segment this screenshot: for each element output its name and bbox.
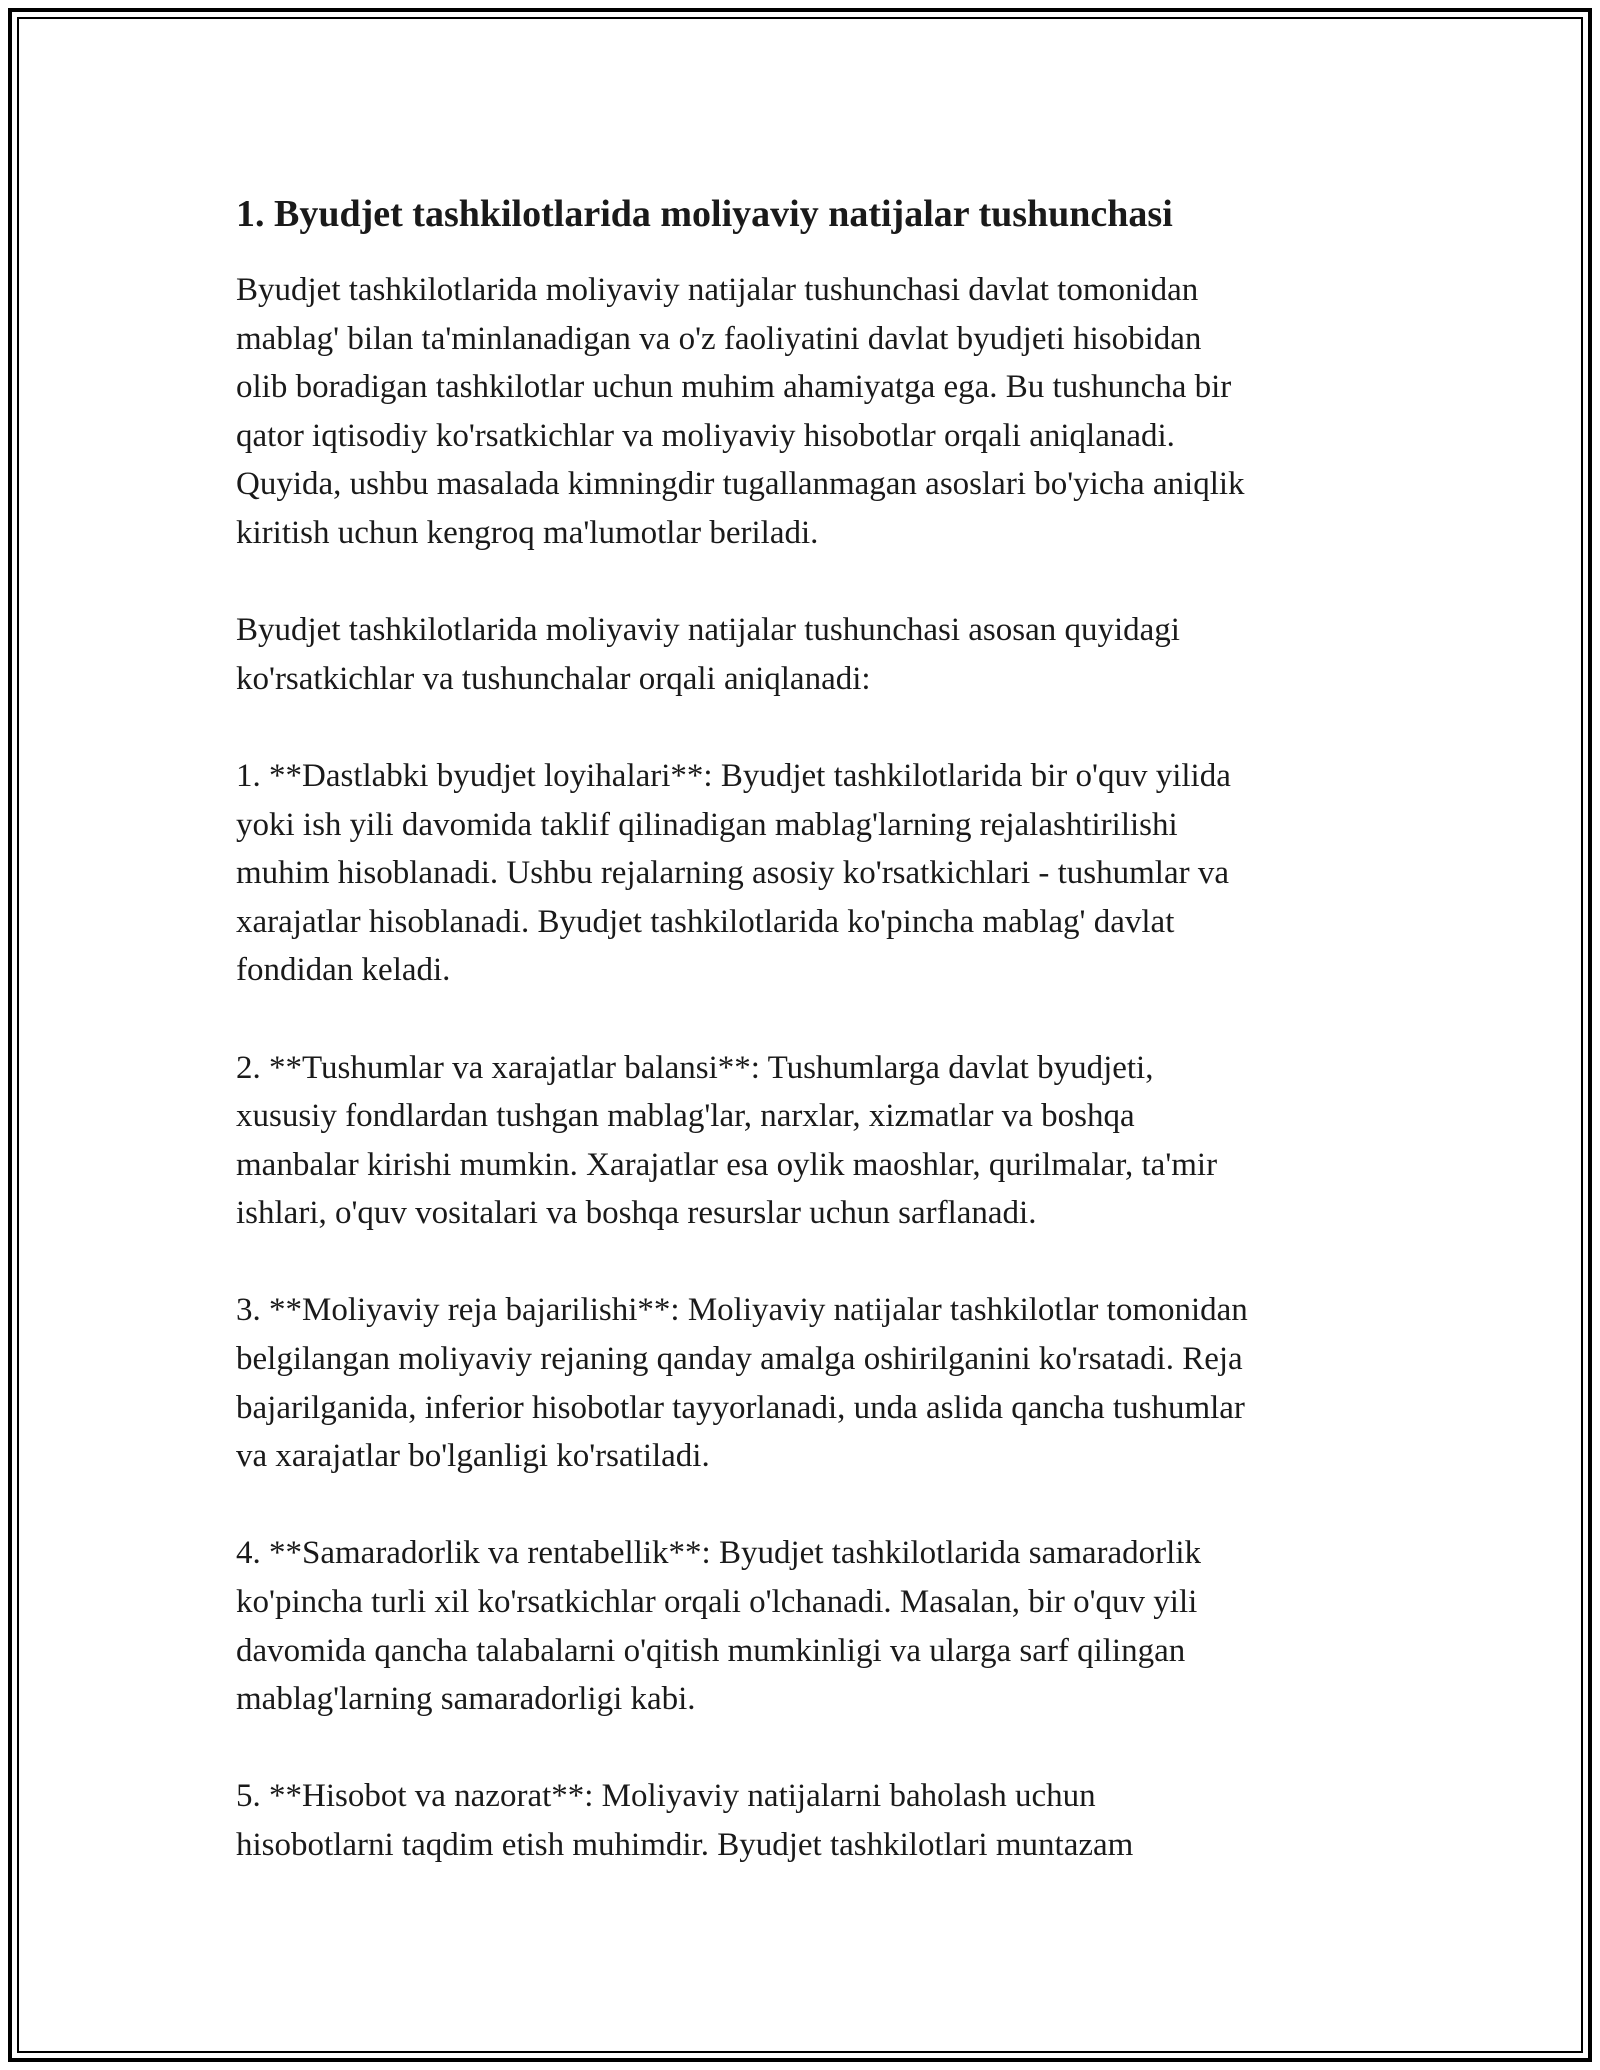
- text-line: olib boradigan tashkilotlar uchun muhim ahamiyatga ega. Bu tushuncha bir: [236, 369, 1232, 406]
- text-line: 1. **Dastlabki byudjet loyihalari**: Byudjet tashkilotlarida bir o'quv yilida: [236, 757, 1231, 794]
- paragraph-intro: [236, 266, 1376, 558]
- text-line: Byudjet tashkilotlarida moliyaviy natijalar tushunchasi asosan quyidagi: [236, 612, 1180, 649]
- list-item-4: [236, 1529, 1376, 1723]
- text-line: kiritish uchun kengroq ma'lumotlar beriladi.: [236, 514, 819, 551]
- text-line: 2. **Tushumlar va xarajatlar balansi**: Tushumlarga davlat byudjeti,: [236, 1049, 1154, 1086]
- text-line: mablag'larning samaradorligi kabi.: [236, 1681, 696, 1718]
- text-line: belgilangan moliyaviy rejaning qanday amalga oshirilganini ko'rsatadi. Reja: [236, 1341, 1243, 1378]
- text-line: hisobotlarni taqdim etish muhimdir. Byudjet tashkilotlari muntazam: [236, 1827, 1134, 1863]
- text-line: ko'pincha turli xil ko'rsatkichlar orqali o'lchanadi. Masalan, bir o'quv yili: [236, 1584, 1198, 1621]
- text-line: 3. **Moliyaviy reja bajarilishi**: Moliyaviy natijalar tashkilotlar tomonidan: [236, 1292, 1248, 1329]
- list-item-3: [236, 1286, 1376, 1480]
- text-line: manbalar kirishi mumkin. Xarajatlar esa oylik maoshlar, qurilmalar, ta'mir: [236, 1146, 1218, 1183]
- document-body: [236, 184, 1376, 1870]
- list-item-5: [236, 1772, 1376, 1869]
- paragraph-overview: [236, 606, 1376, 703]
- text-line: qator iqtisodiy ko'rsatkichlar va moliyaviy hisobotlar orqali aniqlanadi.: [236, 417, 1175, 454]
- text-line: ishlari, o'quv vositalari va boshqa resurslar uchun sarflanadi.: [236, 1195, 1037, 1232]
- text-line: xarajatlar hisoblanadi. Byudjet tashkilotlarida ko'pincha mablag' davlat: [236, 903, 1175, 940]
- list-item-1: [236, 752, 1376, 995]
- text-line: 4. **Samaradorlik va rentabellik**: Byudjet tashkilotlarida samaradorlik: [236, 1535, 1201, 1572]
- text-line: mablag' bilan ta'minlanadigan va o'z faoliyatini davlat byudjeti hisobidan: [236, 320, 1202, 357]
- text-line: Quyida, ushbu masalada kimningdir tugallanmagan asoslari bo'yicha aniqlik: [236, 466, 1245, 503]
- text-line: xususiy fondlardan tushgan mablag'lar, narxlar, xizmatlar va boshqa: [236, 1098, 1135, 1135]
- text-line: muhim hisoblanadi. Ushbu rejalarning asosiy ko'rsatkichlari - tushumlar va: [236, 855, 1229, 892]
- text-line: 5. **Hisobot va nazorat**: Moliyaviy natijalarni baholash uchun: [236, 1778, 1096, 1815]
- document-title: 1. Byudjet tashkilotlarida moliyaviy natijalar tushunchasi: [236, 193, 1173, 235]
- text-line: yoki ish yili davomida taklif qilinadigan mablag'larning rejalashtirilishi: [236, 806, 1178, 843]
- text-line: fondidan keladi.: [236, 952, 451, 989]
- text-line: ko'rsatkichlar va tushunchalar orqali aniqlanadi:: [236, 660, 871, 697]
- text-line: va xarajatlar bo'lganligi ko'rsatiladi.: [236, 1438, 710, 1475]
- text-line: davomida qancha talabalarni o'qitish mumkinligi va ularga sarf qilingan: [236, 1632, 1186, 1669]
- text-line: bajarilganida, inferior hisobotlar tayyorlanadi, unda aslida qancha tushumlar: [236, 1389, 1245, 1426]
- text-line: Byudjet tashkilotlarida moliyaviy natijalar tushunchasi davlat tomonidan: [236, 272, 1199, 308]
- list-item-2: [236, 1044, 1376, 1238]
